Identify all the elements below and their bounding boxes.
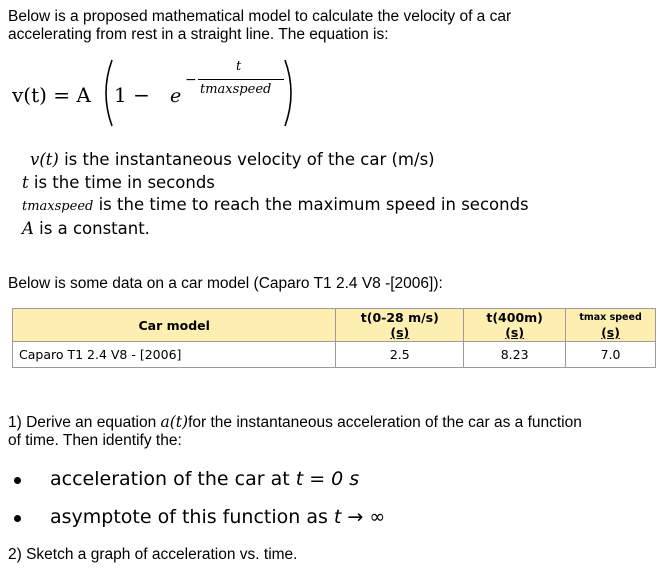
question-1-line-1: 1) Derive an equation a(t)for the instantaneous acceleration of the car as a function bbox=[8, 413, 582, 431]
bullet-item-acceleration-at-zero: acceleration of the car at t = 0 s bbox=[50, 468, 360, 490]
header-t-400m: t(400m) (s) bbox=[464, 309, 566, 342]
question-2: 2) Sketch a graph of acceleration vs. time. bbox=[8, 546, 298, 563]
intro-line-1: Below is a proposed mathematical model to calculate the velocity of a car bbox=[8, 8, 512, 25]
fraction-bar bbox=[198, 79, 284, 80]
car-data-table bbox=[12, 308, 656, 368]
velocity-equation bbox=[0, 55, 661, 130]
bullet-1 bbox=[14, 477, 21, 484]
right-parenthesis bbox=[283, 58, 299, 128]
header-t-0-28: t(0-28 m/s) (s) bbox=[336, 309, 464, 342]
exponent-numerator: t bbox=[236, 59, 242, 74]
bullet-item-asymptote: asymptote of this function as t → ∞ bbox=[50, 506, 386, 528]
header-car-model: Car model bbox=[13, 309, 336, 342]
equation-lhs: v(t) = A bbox=[12, 83, 91, 107]
definition-time: t is the time in seconds bbox=[22, 173, 215, 192]
exponent-minus: − bbox=[185, 72, 197, 88]
cell-model: Caparo T1 2.4 V8 - [2006] bbox=[13, 342, 336, 368]
intro-line-2: accelerating from rest in a straight line. The equation is: bbox=[8, 26, 389, 43]
definition-velocity: v(t) is the instantaneous velocity of the car (m/s) bbox=[30, 150, 435, 169]
exponent-denominator: tmaxspeed bbox=[200, 82, 272, 97]
bullet-2 bbox=[14, 515, 21, 522]
table-header-row bbox=[13, 309, 656, 342]
question-1-line-2: of time. Then identify the: bbox=[8, 432, 182, 449]
left-parenthesis bbox=[98, 58, 114, 128]
equation-one-minus: 1 − bbox=[114, 83, 150, 107]
table-row bbox=[13, 342, 656, 368]
cell-t28: 2.5 bbox=[336, 342, 464, 368]
definition-tmaxspeed: tmaxspeed is the time to reach the maximum speed in seconds bbox=[22, 195, 529, 214]
header-t-max-speed: tmax speed (s) bbox=[566, 309, 656, 342]
cell-t400: 8.23 bbox=[464, 342, 566, 368]
data-intro: Below is some data on a car model (Caparo T1 2.4 V8 -[2006]): bbox=[8, 275, 443, 292]
equation-e: e bbox=[170, 85, 182, 107]
definition-constant: A is a constant. bbox=[22, 219, 150, 238]
cell-tmax: 7.0 bbox=[566, 342, 656, 368]
